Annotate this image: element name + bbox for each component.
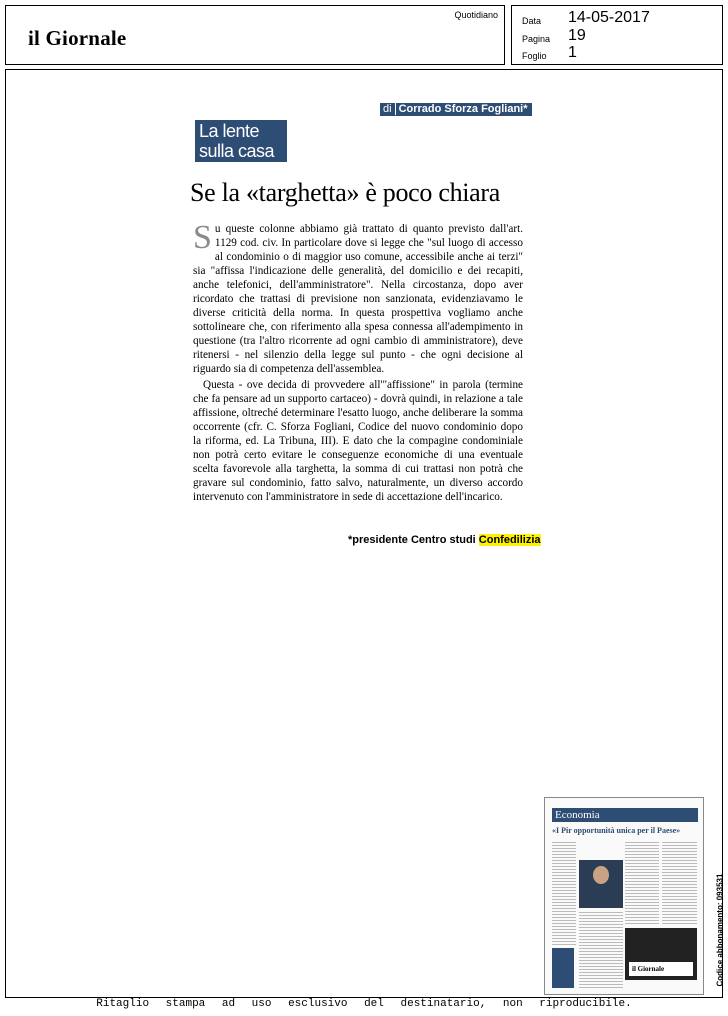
meta-page (522, 27, 722, 46)
page-header (5, 5, 723, 65)
byline-prefix: di (380, 103, 396, 115)
meta-box (511, 5, 723, 65)
paragraph-1: Su queste colonne abbiamo già trattato di quanto previsto dall'art. 1129 cod. civ. In particolare dove si legge che "sul luogo di accesso al condominio o di maggior uso comune, accessibile anche ai terzi" sia "affissa l'indicazione delle generalità, del domicilio e dei recapiti, anche telefonici, dell'amministratore". Nella circostanza, dopo aver ricordato che trattasi di previsione non sanzionata, evidenziavamo le diverse criticità della norma. In questa prospettiva vogliamo anche sottolineare che, con riferimento alla spesa connessa all'adempimento in questione (tra l'altro ricorrente ad ogni cambio di amministratore), deve ritenersi - nel silenzio della legge sul punto - che ogni decisione al riguardo sia di competenza dell'assemblea. (193, 219, 523, 375)
signature-highlight: Confedilizia (478, 534, 541, 546)
sheet-value: 1 (568, 44, 577, 61)
thumbnail-section: Economia (552, 808, 698, 822)
sheet-label: Foglio (522, 51, 547, 61)
page-label: Pagina (522, 34, 551, 44)
thumbnail-headline: «I Pir opportunità unica per il Paese» (552, 826, 681, 835)
page-value: 19 (568, 27, 586, 44)
masthead-box (5, 5, 505, 65)
page-thumbnail (544, 797, 704, 995)
date-label: Data (522, 16, 542, 26)
paragraph-2: Questa - ove decida di provvedere all'"affissione" in parola (termine che fa pensare ad un supporto cartaceo) - dovrà quindi, in relazione a tale affissione, oltreché determinare l'esatto luogo, anche deliberare la somma occorrente (cfr. C. Sforza Fogliani, Codice del nuovo condominio dopo la riforma, ed. La Tribuna, III). E dato che la compagine condominiale non potrà certo evitare le conseguenze economiche di una eventuale scelta favorevole alla targhetta, la somma di cui trattasi non potrà che gravare sul condominio, fatto salvo, naturalmente, un diverso accordo intervenuto con l'amministratore in sede di accettazione dell'incarico. (193, 379, 523, 503)
footer-notice: Ritaglio stampa ad uso esclusivo del destinatario, non riproducibile. (96, 998, 632, 1010)
thumbnail-masthead: il Giornale (629, 962, 693, 976)
meta-date (522, 9, 722, 28)
thumbnail-column (625, 842, 659, 924)
article-title: Se la «targhetta» è poco chiara (190, 178, 501, 207)
byline-author: Corrado Sforza Fogliani* (398, 103, 528, 115)
article-body (193, 219, 523, 504)
publication-type: Quotidiano (454, 10, 498, 20)
thumbnail-photo (579, 860, 623, 908)
subscription-code (712, 860, 726, 1000)
thumbnail-blue-box (552, 948, 574, 988)
thumbnail-column (552, 842, 576, 946)
thumbnail-column (662, 842, 697, 924)
rubric-label: La lente sulla casa (195, 120, 287, 162)
subscription-code-text: Codice abbonamento: 093531 (715, 873, 725, 987)
masthead-logo: il Giornale (28, 26, 127, 50)
thumbnail-column (579, 912, 623, 988)
byline (380, 103, 532, 116)
signature-prefix: *presidente Centro studi (348, 534, 479, 546)
author-signature (348, 534, 541, 546)
meta-sheet (522, 44, 722, 63)
date-value: 14-05-2017 (568, 9, 650, 26)
